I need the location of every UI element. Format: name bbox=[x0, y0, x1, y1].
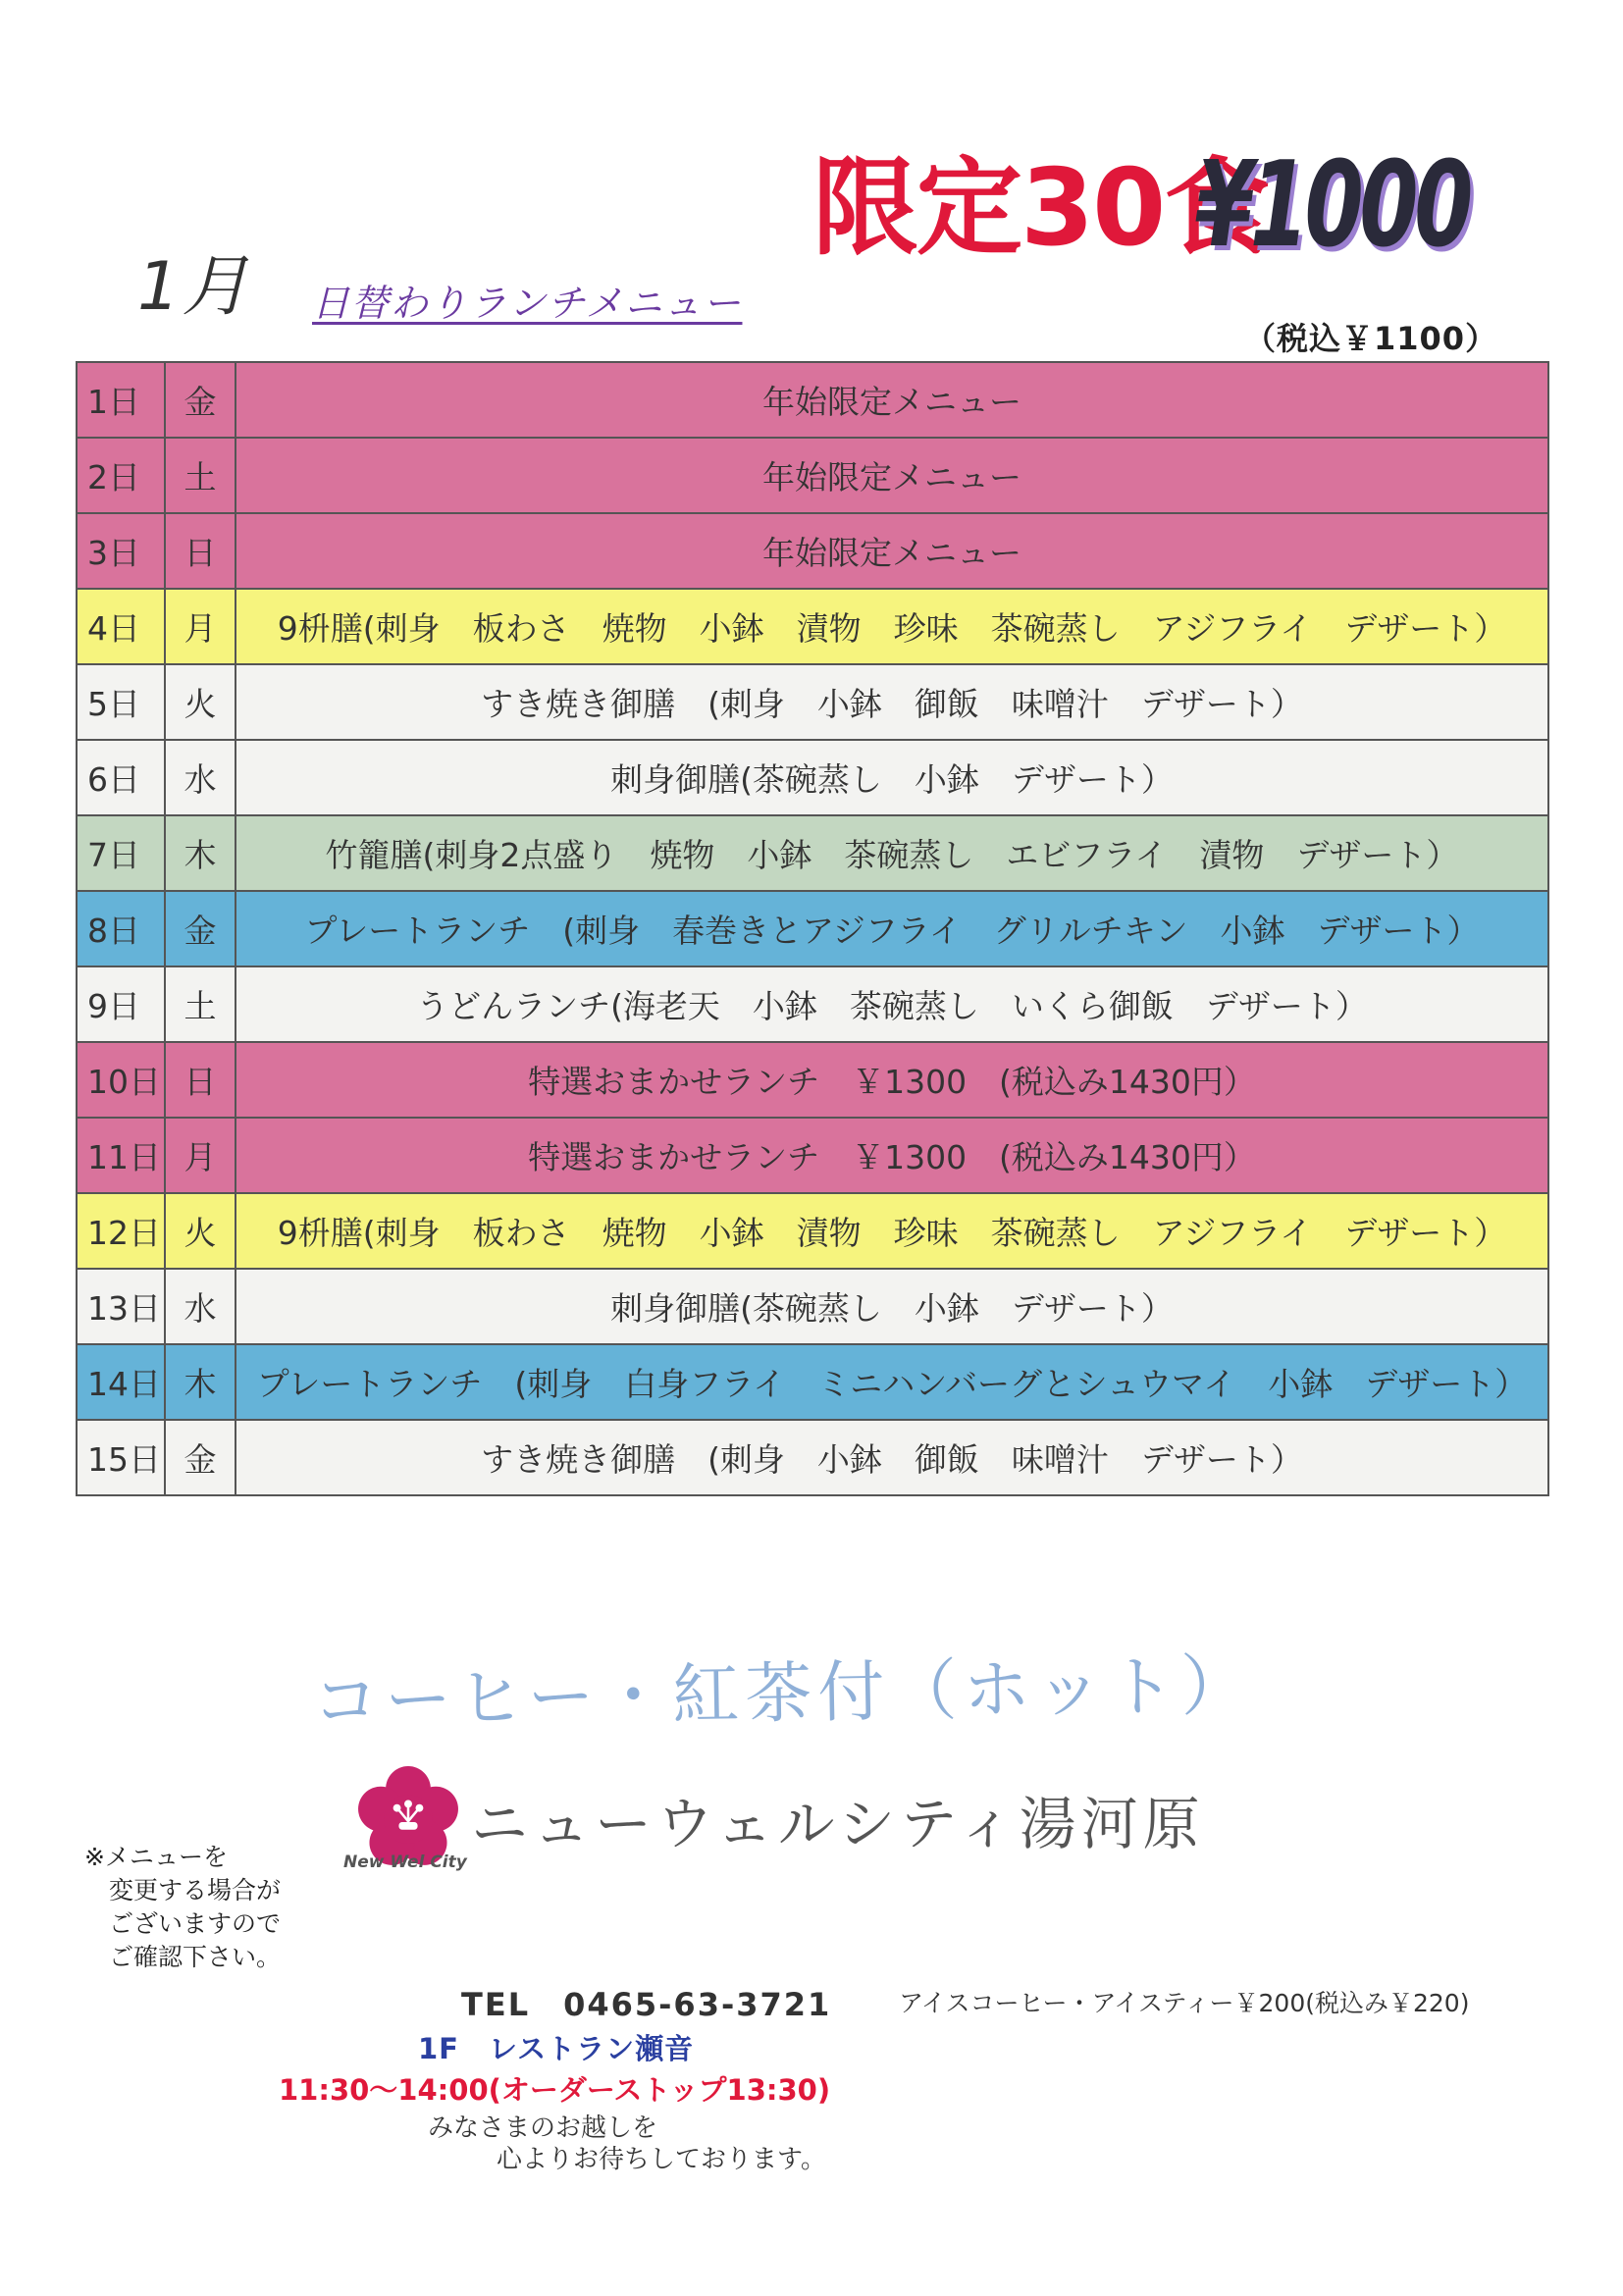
menu-day-cell: 8日 bbox=[77, 891, 165, 966]
menu-day-cell: 15日 bbox=[77, 1420, 165, 1495]
menu-item-cell: プレートランチ (刺身 春巻きとアジフライ グリルチキン 小鉢 デザート） bbox=[236, 891, 1548, 966]
menu-weekday-cell: 木 bbox=[165, 815, 236, 891]
menu-day-cell: 14日 bbox=[77, 1344, 165, 1420]
brand-name: ニューウェルシティ湯河原 bbox=[471, 1791, 1205, 1857]
drinks-included-text: コーヒー・紅茶付（ホット） bbox=[311, 1646, 1255, 1742]
menu-row bbox=[77, 1118, 1548, 1193]
menu-day-cell: 7日 bbox=[77, 815, 165, 891]
menu-item-cell: すき焼き御膳 (刺身 小鉢 御飯 味噌汁 デザート） bbox=[236, 1420, 1548, 1495]
menu-item-cell: 特選おまかせランチ ￥1300 (税込み1430円） bbox=[236, 1118, 1548, 1193]
month-heading: 1月 bbox=[137, 248, 251, 326]
menu-day-cell: 11日 bbox=[77, 1118, 165, 1193]
menu-day-cell: 12日 bbox=[77, 1193, 165, 1269]
menu-row bbox=[77, 891, 1548, 966]
menu-weekday-cell: 月 bbox=[165, 1118, 236, 1193]
telephone-number: TEL 0465-63-3721 bbox=[461, 1986, 832, 2023]
menu-row bbox=[77, 740, 1548, 815]
menu-day-cell: 9日 bbox=[77, 966, 165, 1042]
welcome-message-line2: 心よりお待ちしております。 bbox=[497, 2145, 826, 2174]
menu-weekday-cell: 水 bbox=[165, 1269, 236, 1344]
menu-weekday-cell: 日 bbox=[165, 1042, 236, 1118]
menu-row bbox=[77, 1042, 1548, 1118]
menu-day-cell: 2日 bbox=[77, 438, 165, 513]
menu-day-cell: 6日 bbox=[77, 740, 165, 815]
menu-weekday-cell: 金 bbox=[165, 362, 236, 438]
menu-weekday-cell: 火 bbox=[165, 1193, 236, 1269]
menu-row bbox=[77, 1193, 1548, 1269]
menu-weekday-cell: 火 bbox=[165, 664, 236, 740]
restaurant-location: 1F レストラン瀬音 bbox=[418, 2032, 695, 2065]
menu-item-cell: すき焼き御膳 (刺身 小鉢 御飯 味噌汁 デザート） bbox=[236, 664, 1548, 740]
menu-weekday-cell: 日 bbox=[165, 513, 236, 589]
menu-day-cell: 13日 bbox=[77, 1269, 165, 1344]
menu-row bbox=[77, 966, 1548, 1042]
menu-row bbox=[77, 513, 1548, 589]
menu-row bbox=[77, 438, 1548, 513]
menu-day-cell: 4日 bbox=[77, 589, 165, 664]
menu-row bbox=[77, 1420, 1548, 1495]
menu-row bbox=[77, 1344, 1548, 1420]
menu-day-cell: 5日 bbox=[77, 664, 165, 740]
menu-change-notice: ※メニューを 変更する場合が ございますので ご確認下さい。 bbox=[84, 1843, 282, 1971]
menu-weekday-cell: 金 bbox=[165, 891, 236, 966]
menu-item-cell: うどんランチ(海老天 小鉢 茶碗蒸し いくら御飯 デザート） bbox=[236, 966, 1548, 1042]
menu-item-cell: プレートランチ (刺身 白身フライ ミニハンバーグとシュウマイ 小鉢 デザート） bbox=[236, 1344, 1548, 1420]
menu-item-cell: 特選おまかせランチ ￥1300 (税込み1430円） bbox=[236, 1042, 1548, 1118]
welcome-message-line1: みなさまのお越しを bbox=[428, 2113, 658, 2143]
menu-row bbox=[77, 362, 1548, 438]
tax-inclusive-price: （税込￥1100） bbox=[1244, 320, 1498, 357]
limited-quantity-label: 限定30食 bbox=[812, 147, 1269, 270]
menu-weekday-cell: 土 bbox=[165, 966, 236, 1042]
opening-hours: 11:30～14:00(オーダーストップ13:30) bbox=[279, 2073, 831, 2107]
menu-day-cell: 10日 bbox=[77, 1042, 165, 1118]
menu-subtitle: 日替わりランチメニュー bbox=[312, 282, 743, 325]
menu-row bbox=[77, 589, 1548, 664]
menu-day-cell: 1日 bbox=[77, 362, 165, 438]
menu-row bbox=[77, 815, 1548, 891]
menu-weekday-cell: 月 bbox=[165, 589, 236, 664]
menu-item-cell: 年始限定メニュー bbox=[236, 513, 1548, 589]
brand-logo-text: New Wel City bbox=[343, 1852, 467, 1872]
iced-drinks-price: アイスコーヒー・アイスティー￥200(税込み￥220) bbox=[899, 1989, 1470, 2017]
menu-weekday-cell: 木 bbox=[165, 1344, 236, 1420]
menu-item-cell: 9枡膳(刺身 板わさ 焼物 小鉢 漬物 珍味 茶碗蒸し アジフライ デザート） bbox=[236, 1193, 1548, 1269]
menu-weekday-cell: 金 bbox=[165, 1420, 236, 1495]
menu-item-cell: 年始限定メニュー bbox=[236, 438, 1548, 513]
price-label: ¥1000 bbox=[1195, 137, 1469, 274]
menu-item-cell: 竹籠膳(刺身2点盛り 焼物 小鉢 茶碗蒸し エビフライ 漬物 デザート） bbox=[236, 815, 1548, 891]
menu-item-cell: 刺身御膳(茶碗蒸し 小鉢 デザート） bbox=[236, 1269, 1548, 1344]
menu-weekday-cell: 土 bbox=[165, 438, 236, 513]
menu-item-cell: 年始限定メニュー bbox=[236, 362, 1548, 438]
menu-item-cell: 刺身御膳(茶碗蒸し 小鉢 デザート） bbox=[236, 740, 1548, 815]
menu-weekday-cell: 水 bbox=[165, 740, 236, 815]
menu-row bbox=[77, 1269, 1548, 1344]
lunch-menu-table bbox=[76, 361, 1549, 1496]
menu-row bbox=[77, 664, 1548, 740]
menu-table-body bbox=[77, 362, 1548, 1495]
menu-item-cell: 9枡膳(刺身 板わさ 焼物 小鉢 漬物 珍味 茶碗蒸し アジフライ デザート） bbox=[236, 589, 1548, 664]
menu-day-cell: 3日 bbox=[77, 513, 165, 589]
